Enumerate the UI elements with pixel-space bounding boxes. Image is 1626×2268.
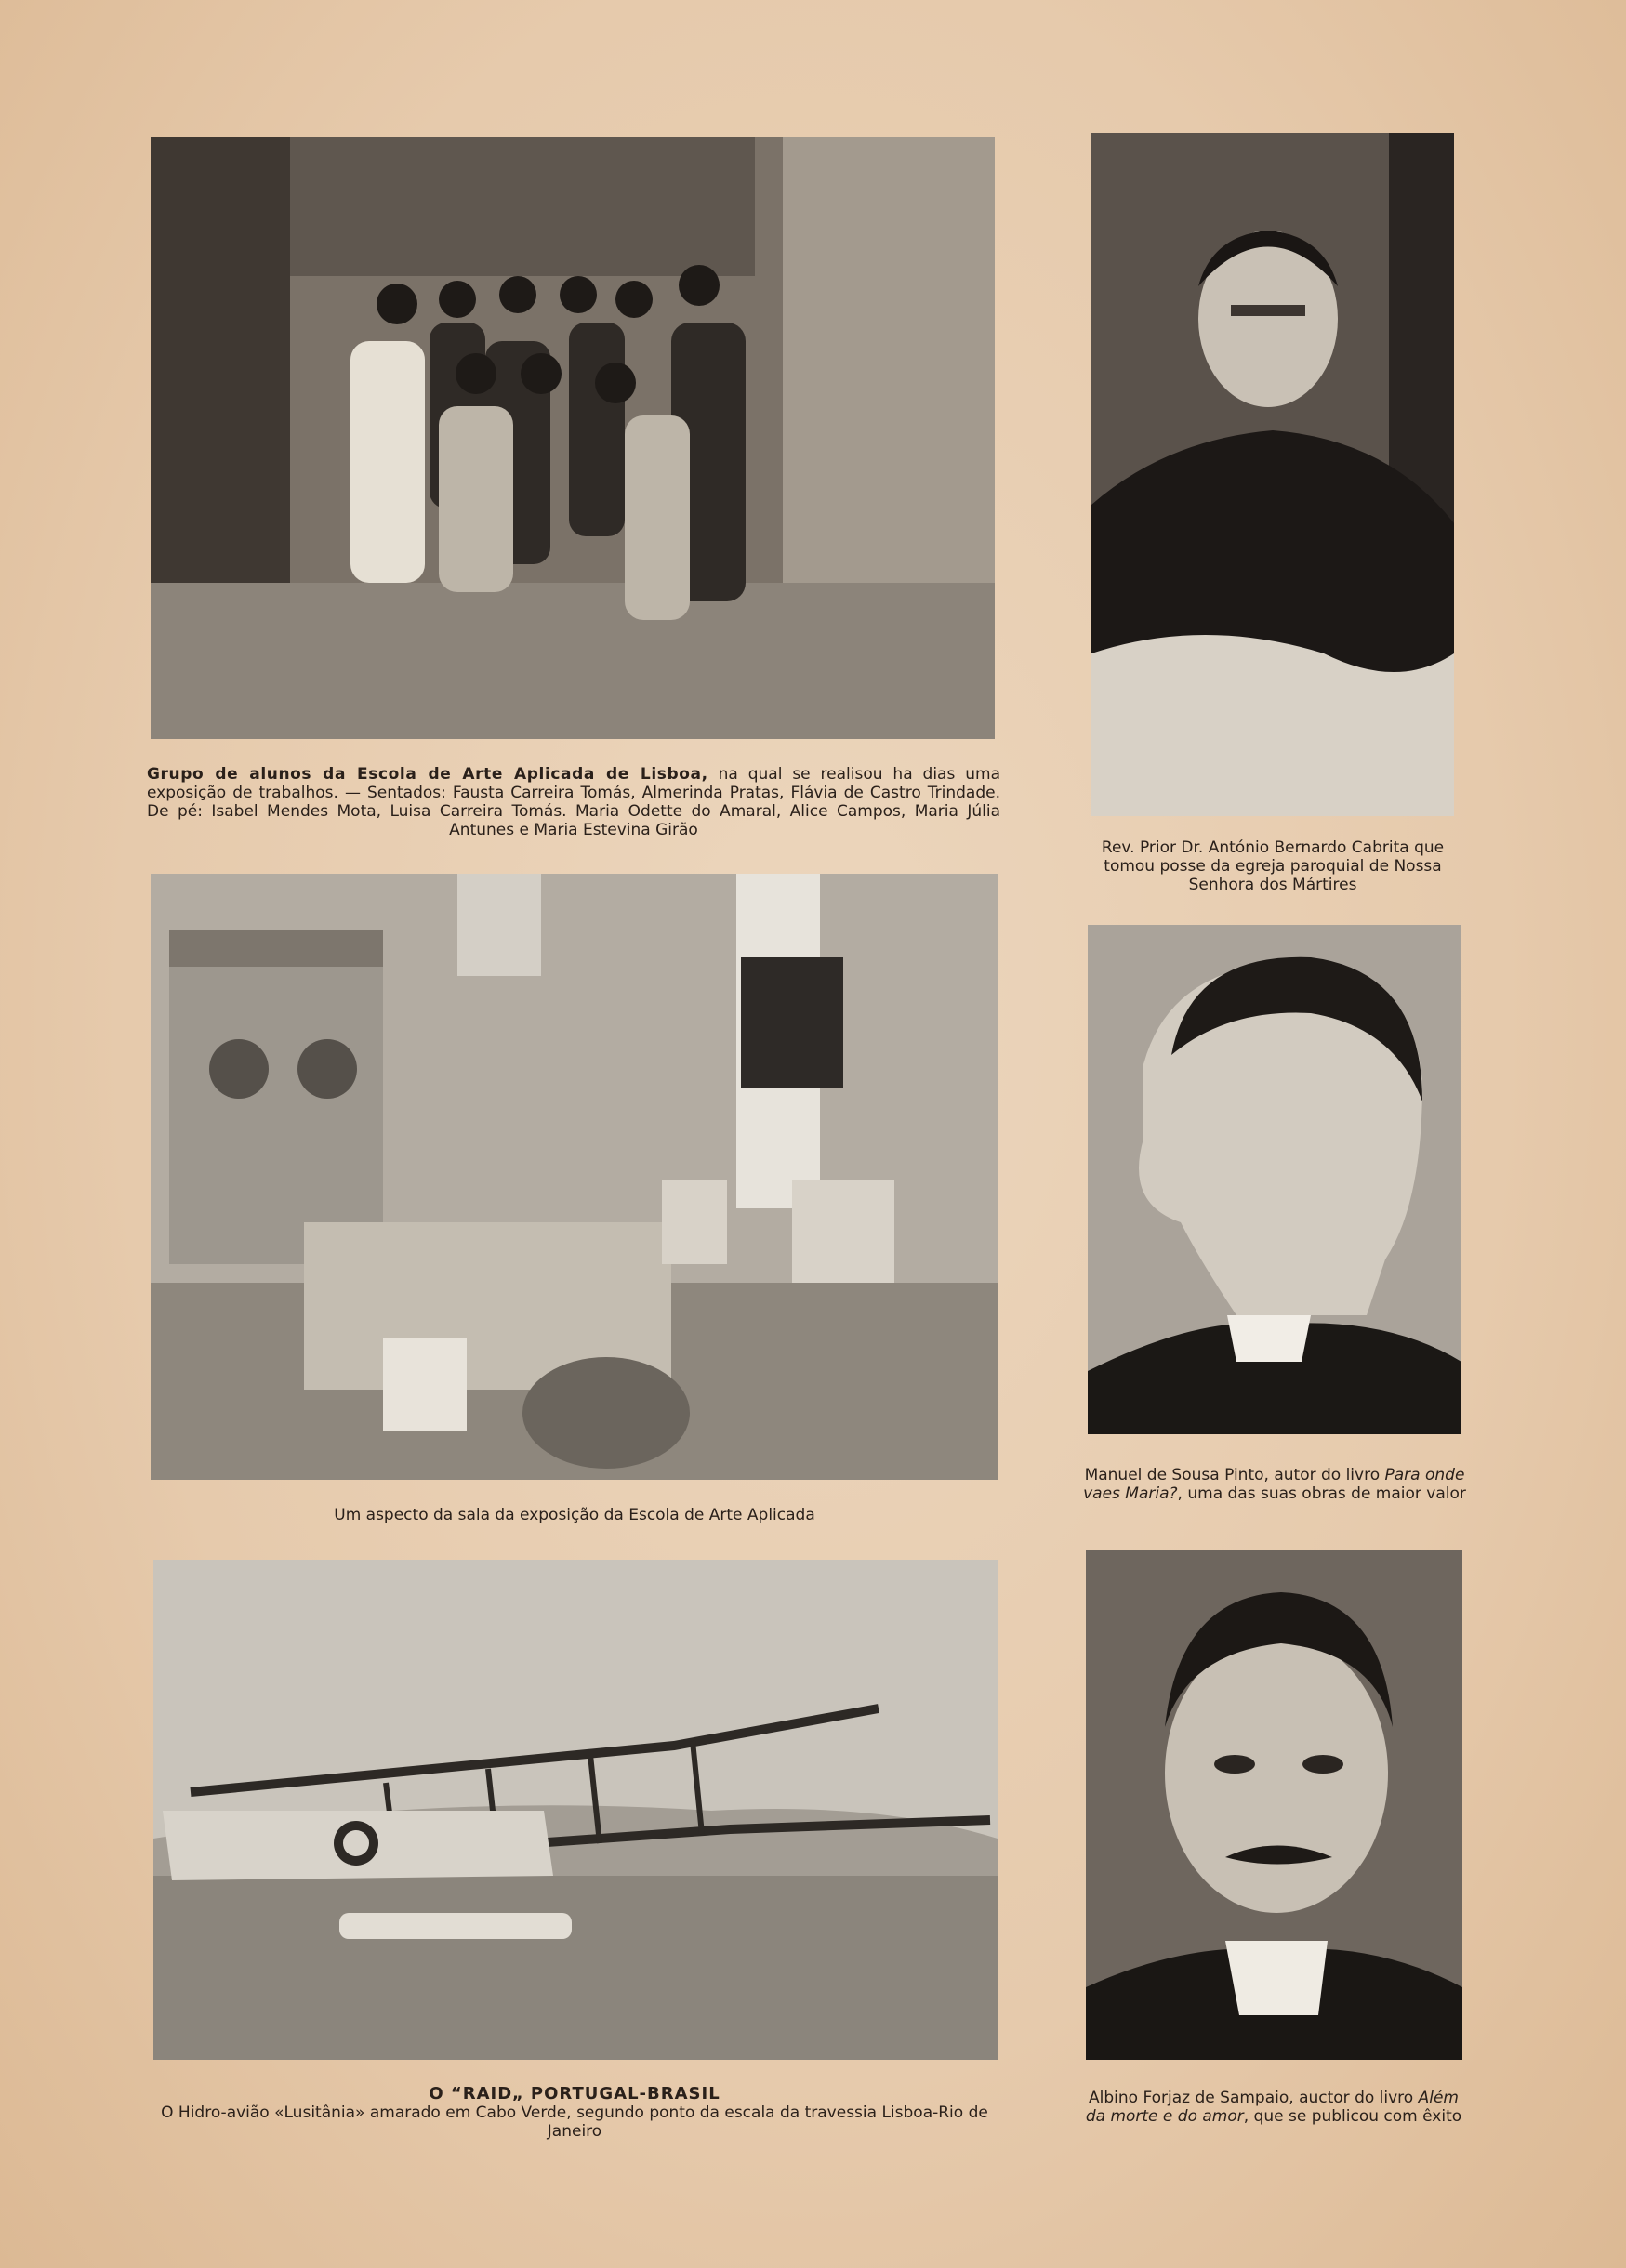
prior-caption-text: Rev. Prior Dr. António Bernardo Cabrita que tomou posse da egreja paroquial de Nossa Senhora dos Mártires — [1101, 838, 1445, 894]
room-caption — [149, 1506, 1000, 1524]
students-caption — [147, 765, 1000, 839]
pinto-caption-pre: Manuel de Sousa Pinto, autor do livro — [1084, 1466, 1385, 1484]
raid-caption-title: O “RAID„ PORTUGAL-BRASIL — [429, 2084, 720, 2103]
sampaio-caption-post: , que se publicou com êxito — [1243, 2107, 1462, 2126]
sampaio-caption-pre: Albino Forjaz de Sampaio, auctor do livro — [1089, 2089, 1419, 2107]
exhibition-room-photo — [151, 874, 998, 1480]
raid-caption — [147, 2085, 1002, 2141]
students-caption-text: na qual se realisou ha dias uma exposição de trabalhos. — Sentados: Fausta Carreira Tomás, Almerinda Pratas, Flávia de Castro Trindade. De pé: Isabel Mendes Mota, Luisa Carreira Tomás. Maria Odette do Amaral, Alice Campos, Maria Júlia Antunes e Maria Estevina Girão — [147, 765, 1000, 839]
students-group-photo — [151, 137, 995, 739]
sampaio-caption-book: Além da morte e do amor — [1085, 2089, 1459, 2126]
room-caption-text: Um aspecto da sala da exposição da Escola de Arte Aplicada — [334, 1506, 815, 1524]
pinto-caption-post: , uma das suas obras de maior valor — [1177, 1484, 1466, 1503]
prior-portrait-photo — [1091, 133, 1454, 816]
sampaio-caption — [1078, 2089, 1469, 2126]
pinto-portrait-photo — [1088, 925, 1461, 1434]
pinto-caption-book: Para onde vaes Maria? — [1083, 1466, 1465, 1503]
seaplane-photo — [153, 1560, 998, 2060]
prior-caption — [1078, 838, 1467, 894]
sampaio-portrait-photo — [1086, 1550, 1462, 2060]
pinto-caption — [1080, 1466, 1469, 1503]
students-caption-lead: Grupo de alunos da Escola de Arte Aplicada de Lisboa, — [147, 765, 708, 784]
raid-caption-text: O Hidro-avião «Lusitânia» amarado em Cabo Verde, segundo ponto da escala da travessia Lisboa-Rio de Janeiro — [161, 2103, 988, 2141]
